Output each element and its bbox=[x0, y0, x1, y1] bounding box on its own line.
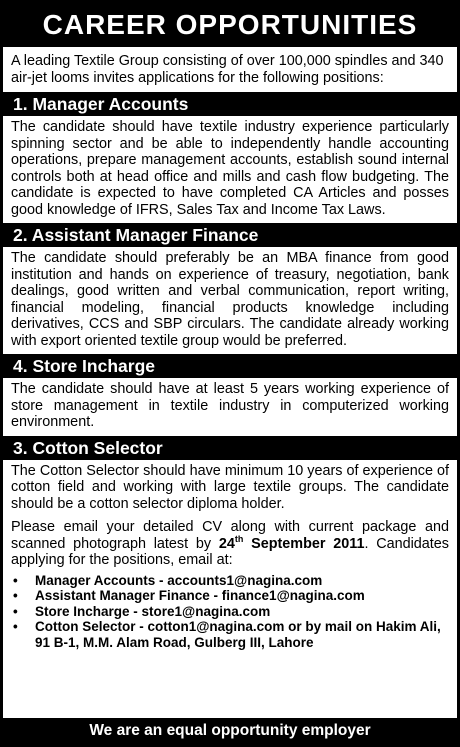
contact-text: Manager Accounts - accounts1@nagina.com bbox=[35, 572, 323, 588]
list-item bbox=[13, 619, 449, 650]
bullet-icon: • bbox=[13, 588, 18, 603]
deadline-month-year: September 2011 bbox=[243, 535, 365, 552]
position-description: The candidate should have textile industry experience particularly spinning sector and be able to independently handle accounting operations, prepare management accounts, establish sound internal controls both at head office and mills and cash flow budgeting. The candidate is expected to have completed CA Articles and posses good knowledge of IFRS, Sales Tax and Income Tax Laws. bbox=[11, 119, 449, 218]
list-item bbox=[13, 573, 449, 589]
list-item bbox=[13, 588, 449, 604]
position-store-incharge bbox=[3, 354, 457, 436]
contact-text: Assistant Manager Finance - finance1@nagina.com bbox=[35, 588, 365, 603]
bullet-icon: • bbox=[13, 619, 18, 634]
contact-text: Cotton Selector - cotton1@nagina.com or by mail on Hakim Ali, 91 B-1, M.M. Alam Road, Gulberg III, Lahore bbox=[35, 619, 441, 650]
deadline-day: 24 bbox=[218, 535, 235, 552]
apply-text-after: . Candidates applying for the positions, email at: bbox=[11, 535, 450, 568]
position-heading: 4. Store Incharge bbox=[3, 354, 457, 378]
deadline-date bbox=[218, 533, 365, 552]
ad-title: CAREER OPPORTUNITIES bbox=[3, 3, 457, 47]
apply-text-before: Please email your detailed CV along with current package and scanned photograph latest by bbox=[11, 519, 449, 552]
application-instructions bbox=[3, 517, 457, 569]
position-manager-accounts bbox=[3, 92, 457, 223]
bullet-icon: • bbox=[13, 603, 18, 619]
intro-text: A leading Textile Group consisting of over 100,000 spindles and 340 air-jet looms invites applications for the following positions: bbox=[11, 53, 444, 86]
position-heading: 1. Manager Accounts bbox=[3, 92, 457, 116]
bullet-icon: • bbox=[13, 572, 18, 588]
deadline-suffix: th bbox=[234, 533, 244, 544]
contact-list bbox=[3, 573, 457, 651]
position-description: The candidate should have at least 5 years working experience of store management in textile industry in computerized working environment. bbox=[11, 381, 449, 430]
footer-equal-opportunity: We are an equal opportunity employer bbox=[3, 718, 457, 744]
position-heading: 2. Assistant Manager Finance bbox=[3, 223, 457, 247]
position-assistant-manager-finance bbox=[3, 223, 457, 354]
position-cotton-selector bbox=[3, 436, 457, 518]
position-description: The Cotton Selector should have minimum 10 years of experience of cotton field and working with large textile groups. The candidate should be a cotton selector diploma holder. bbox=[11, 462, 449, 512]
contact-text: Store Incharge - store1@nagina.com bbox=[35, 603, 271, 619]
position-heading: 3. Cotton Selector bbox=[3, 436, 457, 460]
list-item bbox=[13, 604, 449, 620]
position-description: The candidate should preferably be an MBA finance from good institution and hands on experience of treasury, negotiation, bank dealings, good written and verbal communication, report writing, financial modeling, financial products knowledge including derivatives, CCS and SBP circulars. The candidate already working with export oriented textile group would be preferred. bbox=[11, 250, 449, 349]
